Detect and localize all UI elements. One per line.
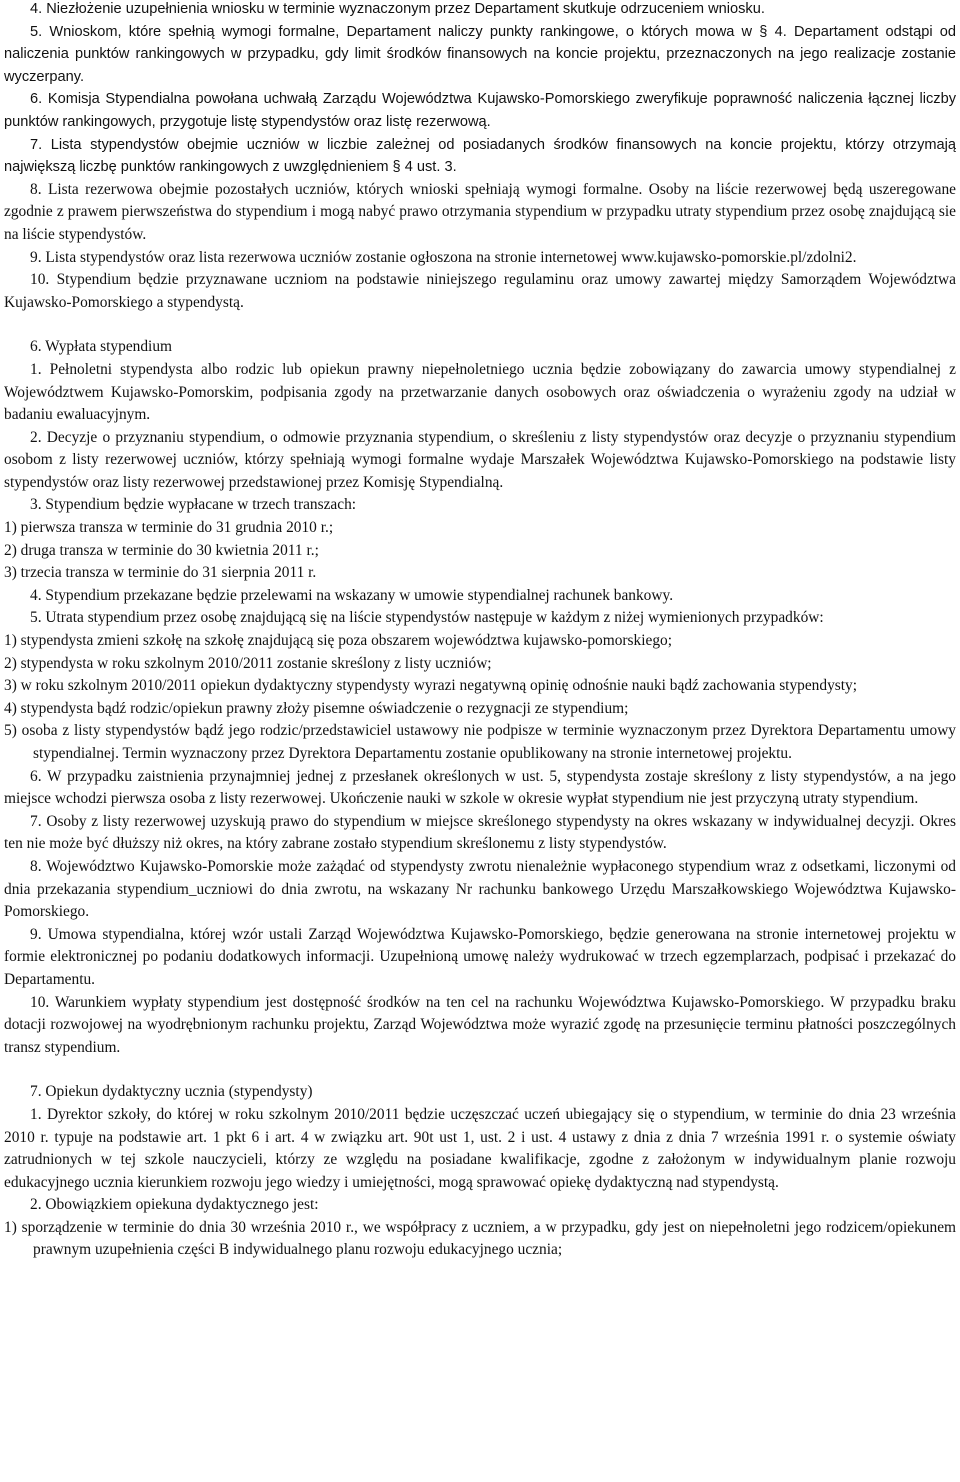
section-heading-6: 6. Wypłata stypendium <box>30 338 172 356</box>
list-item-b5-5: 5) osoba z listy stypendystów bądź jego rodzic/przedstawiciel ustawowy nie podpisze w terminie wyznaczonym przez Dyrektora Departamentu umowy stypendialnej. Termin wyznaczony przez Dyrektora Departamentu zostanie opublikowany na stronie internetowej projektu. <box>4 722 956 762</box>
paragraph-a6: 6. Komisja Stypendialna powołana uchwałą Zarządu Województwa Kujawsko-Pomorskiego zweryfikuje poprawność naliczenia łącznej liczby punktów rankingowych, przygotuje listę stypendystów oraz listę rezerwową. <box>4 91 956 130</box>
paragraph-b5: 5. Utrata stypendium przez osobę znajdującą się na liście stypendystów następuje w każdym z niżej wymienionych przypadków: <box>30 609 824 627</box>
spacer <box>4 314 956 336</box>
paragraph-b10: 10. Warunkiem wypłaty stypendium jest dostępność środków na ten cel na rachunku Województwa Kujawsko-Pomorskiego. W przypadku braku dotacji rozwojowej na wyodrębnionym rachunku projektu, Zarząd Województwa może wyrazić zgodę na przesunięcie terminu płatności poszczególnych transz stypendium. <box>4 993 956 1056</box>
paragraph-b3: 3. Stypendium będzie wypłacane w trzech transzach: <box>30 496 357 514</box>
paragraph-a7: 7. Lista stypendystów obejmie uczniów w liczbie zależnej od posiadanych środków finansowych na koncie projektu, którzy otrzymają największą liczbę punktów rankingowych z uwzględnieniem § 4 ust. 3. <box>4 136 956 176</box>
list-item-b5-3: 3) w roku szkolnym 2010/2011 opiekun dydaktyczny stypendysty wyrazi negatywną opinię odnośnie nauki bądź zachowania stypendysty; <box>4 677 857 695</box>
paragraph-b7: 7. Osoby z listy rezerwowej uzyskują prawo do stypendium w miejsce skreślonego stypendysty na okres wskazany w indywidualnej decyzji. Okres ten nie może być dłuższy niż okres, na który zabrane zostało stypendium skreślonemu z listy stypendystów. <box>4 812 956 853</box>
paragraph-b8: 8. Województwo Kujawsko-Pomorskie może zażądać od stypendysty zwrotu nienależnie wypłaconego stypendium wraz z odsetkami, liczonymi od dnia przekazania stypendium_uczniowi do dnia zwrotu, na wskazany Nr rachunku bankowego Urzędu Marszałkowskiego Województwa Kujawsko-Pomorskiego. <box>4 857 956 921</box>
list-item-b5-4: 4) stypendysta bądź rodzic/opiekun prawny złoży pisemne oświadczenie o rezygnacji ze stypendium; <box>4 699 629 717</box>
list-item-b3-2: 2) druga transza w terminie do 30 kwietnia 2011 r.; <box>4 541 319 559</box>
paragraph-c1: 1. Dyrektor szkoły, do której w roku szkolnym 2010/2011 będzie uczęszczać uczeń ubiegający się o stypendium, w terminie do dnia 23 września 2010 r. typuje na podstawie art. 1 pkt 6 i art. 4 w związku art. 90t ust 1, ust. 2 i ust. 4 ustawy z dnia z dnia 7 września 1991 r. o systemie oświaty zatrudnionych w tej szkole nauczycieli, którzy ze względu na posiadane kwalifikacje, zgodne z założonym w indywidualnym planie rozwoju edukacyjnego ucznia kierunkiem rozwoju jego wiedzy i umiejętności, mogą sprawować opiekę dydaktyczną nad stypendystą. <box>4 1105 956 1191</box>
section-heading-7: 7. Opiekun dydaktyczny ucznia (stypendysty) <box>30 1083 313 1101</box>
list-item-b3-1: 1) pierwsza transza w terminie do 31 grudnia 2010 r.; <box>4 519 334 537</box>
paragraph-a9: 9. Lista stypendystów oraz lista rezerwowa uczniów zostanie ogłoszona na stronie internetowej www.kujawsko-pomorskie.pl/zdolni2. <box>30 248 857 266</box>
list-item-b5-1: 1) stypendysta zmieni szkołę na szkołę znajdującą się poza obszarem województwa kujawsko-pomorskiego; <box>4 632 673 650</box>
paragraph-b4: 4. Stypendium przekazane będzie przelewami na wskazany w umowie stypendialnej rachunek bankowy. <box>30 586 674 604</box>
spacer <box>4 1059 956 1081</box>
list-item-b3-3: 3) trzecia transza w terminie do 31 sierpnia 2011 r. <box>4 564 317 582</box>
paragraph-b1: 1. Pełnoletni stypendysta albo rodzic lub opiekun prawny niepełnoletniego ucznia będzie zobowiązany do zawarcia umowy stypendialnej z Województwem Kujawsko-Pomorskim, podpisania zgody na przetwarzanie danych osobowych oraz oświadczenia o wyrażeniu zgody na udział w badaniu ewaluacyjnym. <box>4 360 956 424</box>
paragraph-a8: 8. Lista rezerwowa obejmie pozostałych uczniów, których wnioski spełniają wymogi formalne. Osoby na liście rezerwowej będą uszeregowane zgodnie z prawem pierwszeństwa do stypendium i mogą nabyć prawo otrzymania stypendium w przypadku utraty stypendium przez osobę znajdującą sie na liście stypendystów. <box>4 180 956 243</box>
paragraph-c2: 2. Obowiązkiem opiekuna dydaktycznego jest: <box>30 1196 319 1214</box>
paragraph-b6: 6. W przypadku zaistnienia przynajmniej jednej z przesłanek określonych w ust. 5, stypendysta zostaje skreślony z listy stypendystów, a na jego miejsce wchodzi pierwsza osoba z listy rezerwowej. Ukończenie nauki w szkole w okresie wypłat stypendium nie jest przyczyną utraty stypendium. <box>4 767 956 808</box>
paragraph-b9: 9. Umowa stypendialna, której wzór ustali Zarząd Województwa Kujawsko-Pomorskiego, będzie generowana na stronie internetowej projektu w formie elektronicznej po podaniu dodatkowych informacji. Uzupełnioną umowę należy wydrukować w trzech egzemplarzach, podpisać i przekazać do Departamentu. <box>4 925 956 988</box>
paragraph-a5: 5. Wnioskom, które spełnią wymogi formalne, Departament naliczy punkty rankingowe, o których mowa w § 4. Departament odstąpi od naliczenia punktów rankingowych w przypadku, gdy limit środków finansowych na koncie projektu, przeznaczonych na jego realizacje zostanie wyczerpany. <box>4 23 956 85</box>
list-item-b5-2: 2) stypendysta w roku szkolnym 2010/2011 zostanie skreślony z listy uczniów; <box>4 654 492 672</box>
paragraph-a4: 4. Niezłożenie uzupełnienia wniosku w terminie wyznaczonym przez Departament skutkuje odrzuceniem wniosku. <box>30 1 765 17</box>
paragraph-a10: 10. Stypendium będzie przyznawane uczniom na podstawie niniejszego regulaminu oraz umowy zawartej między Samorządem Województwa Kujawsko-Pomorskiego a stypendystą. <box>4 271 956 311</box>
list-item-c2-1: 1) sporządzenie w terminie do dnia 30 września 2010 r., we współpracy z uczniem, a w przypadku, gdy jest on niepełnoletni jego rodzicem/opiekunem prawnym uzupełnienia części B indywidualnego planu rozwoju edukacyjnego ucznia; <box>4 1218 956 1259</box>
paragraph-b2: 2. Decyzje o przyznaniu stypendium, o odmowie przyznania stypendium, o skreśleniu z listy stypendystów oraz decyzje o przyznaniu stypendium osobom z listy rezerwowej uczniów, którzy spełniają wymogi formalne wydaje Marszałek Województwa Kujawsko-Pomorskiego na podstawie listy stypendystów oraz listy rezerwowej przedstawionej przez Komisję Stypendialną. <box>4 428 956 491</box>
